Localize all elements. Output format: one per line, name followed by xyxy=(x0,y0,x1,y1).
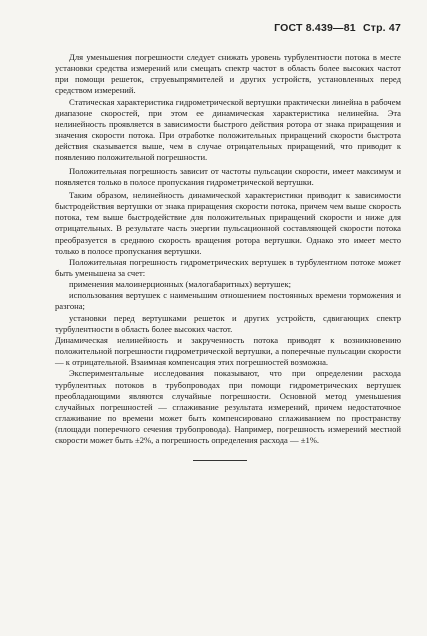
paragraph-7: Экспериментальные исследования показывают, что при определении расхода турбулентных потоков в трубопроводах при помощи гидрометрических вертушек преобладающими являются случайные погрешности. Основной метод уменьшения случайных погрешностей — сглаживание результата измерений, причем недостаточное сглаживание по времени может быть компенсировано сглаживанием по пространству (площади поперечного сечения трубопровода). Например, погрешность измерений местной скорости может быть ±2%, а погрешность определения расхода — ±1%. xyxy=(55,368,401,446)
paragraph-5: Положительная погрешность гидрометрических вертушек в турбулентном потоке может быть уменьшена за счет: xyxy=(55,256,401,278)
paragraph-6: Динамическая нелинейность и закрученность потока приводят к возникновению положительной погрешности гидрометрической вертушки, а поперечные пульсации скорости — к отрицательной. Взаимная компенсация этих погрешностей возможна. xyxy=(55,334,401,368)
body-text xyxy=(55,52,401,446)
page-header xyxy=(274,22,401,34)
list-item-2: использования вертушек с наименьшим отношением постоянных времени торможения и разгона; xyxy=(55,290,401,312)
paragraph-3: Положительная погрешность зависит от частоты пульсации скорости, имеет максимум и появляется только в полосе пропускания гидрометрической вертушки. xyxy=(55,165,401,187)
paragraph-2: Статическая характеристика гидрометрической вертушки практически линейна в рабочем диапазоне скоростей, при этом ее динамическая характеристика нелинейна. Эта нелинейность проявляется в зависимости быстрого действия ротора от знака приращения и значения скорости потока. При отработке положительных приращений скорости быстрота действия сказывается выше, чем в случае отрицательных приращений, что приводит к появлению положительной погрешности. xyxy=(55,96,401,163)
standard-number: ГОСТ 8.439—81 xyxy=(274,22,356,34)
paragraph-4: Таким образом, нелинейность динамической характеристики приводит к зависимости быстродействия вертушки от знака приращения скорости потока, причем чем выше скорость потока, тем выше быстродействие для положительных приращений скорости и ниже для отрицательных. В результате часть энергии пульсационной составляющей скорости потока преобразуется в среднюю скорость вращения ротора вертушки. Однако это имеет место только в полосе пропускания вертушки. xyxy=(55,189,401,256)
end-rule xyxy=(193,460,247,461)
page-number: Стр. 47 xyxy=(362,22,401,34)
paragraph-1: Для уменьшения погрешности следует снижать уровень турбулентности потока в месте установки средства измерений или смещать спектр частот в область более высоких частот при помощи решеток, струевыпрямителей и других устройств, установленных перед средством измерений. xyxy=(55,52,401,96)
list-item-3: установки перед вертушками решеток и других устройств, сдвигающих спектр турбулентности в область более высоких частот. xyxy=(55,312,401,334)
list-item-1: применения малоинерционных (малогабаритных) вертушек; xyxy=(69,279,292,290)
